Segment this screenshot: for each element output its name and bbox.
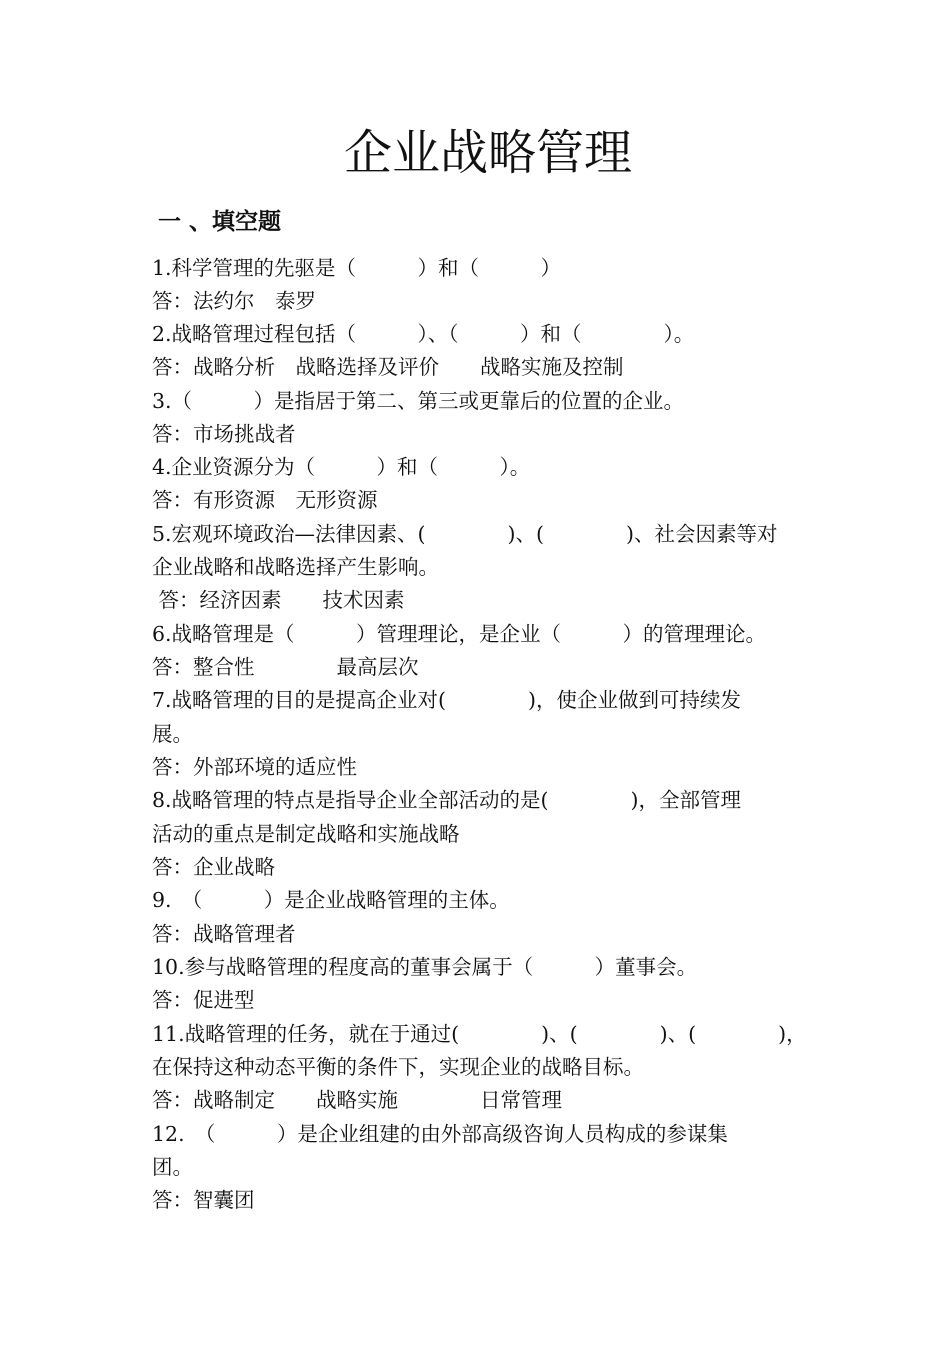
question-12: 12. （ ）是企业组建的由外部高级咨询人员构成的参谋集 — [152, 1122, 728, 1146]
question-4: 4.企业资源分为（ ）和（ ）。 — [152, 455, 531, 479]
answer-12: 答：智囊团 — [152, 1188, 255, 1212]
question-5-continued: 企业战略和战略选择产生影响。 — [152, 555, 439, 579]
answer-5: 答：经济因素 技术因素 — [152, 588, 405, 612]
answer-10: 答：促进型 — [152, 988, 255, 1012]
question-7: 7.战略管理的目的是提高企业对( )，使企业做到可持续发 — [152, 688, 742, 712]
question-10: 10.参与战略管理的程度高的董事会属于（ ）董事会。 — [152, 955, 698, 979]
question-11: 11.战略管理的任务，就在于通过( )、( )、( )， — [152, 1022, 807, 1046]
question-9: 9. （ ）是企业战略管理的主体。 — [152, 888, 510, 912]
answer-1: 答：法约尔 泰罗 — [152, 289, 316, 313]
answer-4: 答：有形资源 无形资源 — [152, 488, 378, 512]
answer-7: 答：外部环境的适应性 — [152, 755, 357, 779]
answer-3: 答：市场挑战者 — [152, 422, 296, 446]
answer-11: 答：战略制定 战略实施 日常管理 — [152, 1088, 562, 1112]
question-11-continued: 在保持这种动态平衡的条件下，实现企业的战略目标。 — [152, 1055, 644, 1079]
question-1: 1.科学管理的先驱是（ ）和（ ） — [152, 256, 562, 280]
section-heading: 一 、填空题 — [158, 209, 282, 235]
question-6: 6.战略管理是（ ）管理理论，是企业（ ）的管理理论。 — [152, 622, 767, 646]
question-7-continued: 展。 — [152, 722, 193, 746]
answer-9: 答：战略管理者 — [152, 922, 296, 946]
question-3: 3.（ ）是指居于第二、第三或更靠后的位置的企业。 — [152, 389, 685, 413]
question-12-continued: 团。 — [152, 1155, 193, 1179]
question-8: 8.战略管理的特点是指导企业全部活动的是( )，全部管理 — [152, 788, 742, 812]
answer-2: 答：战略分析 战略选择及评价 战略实施及控制 — [152, 355, 624, 379]
question-8-continued: 活动的重点是制定战略和实施战略 — [152, 822, 460, 846]
answer-8: 答：企业战略 — [152, 855, 275, 879]
document-title: 企业战略管理 — [343, 125, 632, 181]
answer-6: 答：整合性 最高层次 — [152, 655, 419, 679]
question-5: 5.宏观环境政治—法律因素、( )、( )、社会因素等对 — [152, 522, 778, 546]
question-2: 2.战略管理过程包括（ ）、（ ）和（ ）。 — [152, 322, 695, 346]
